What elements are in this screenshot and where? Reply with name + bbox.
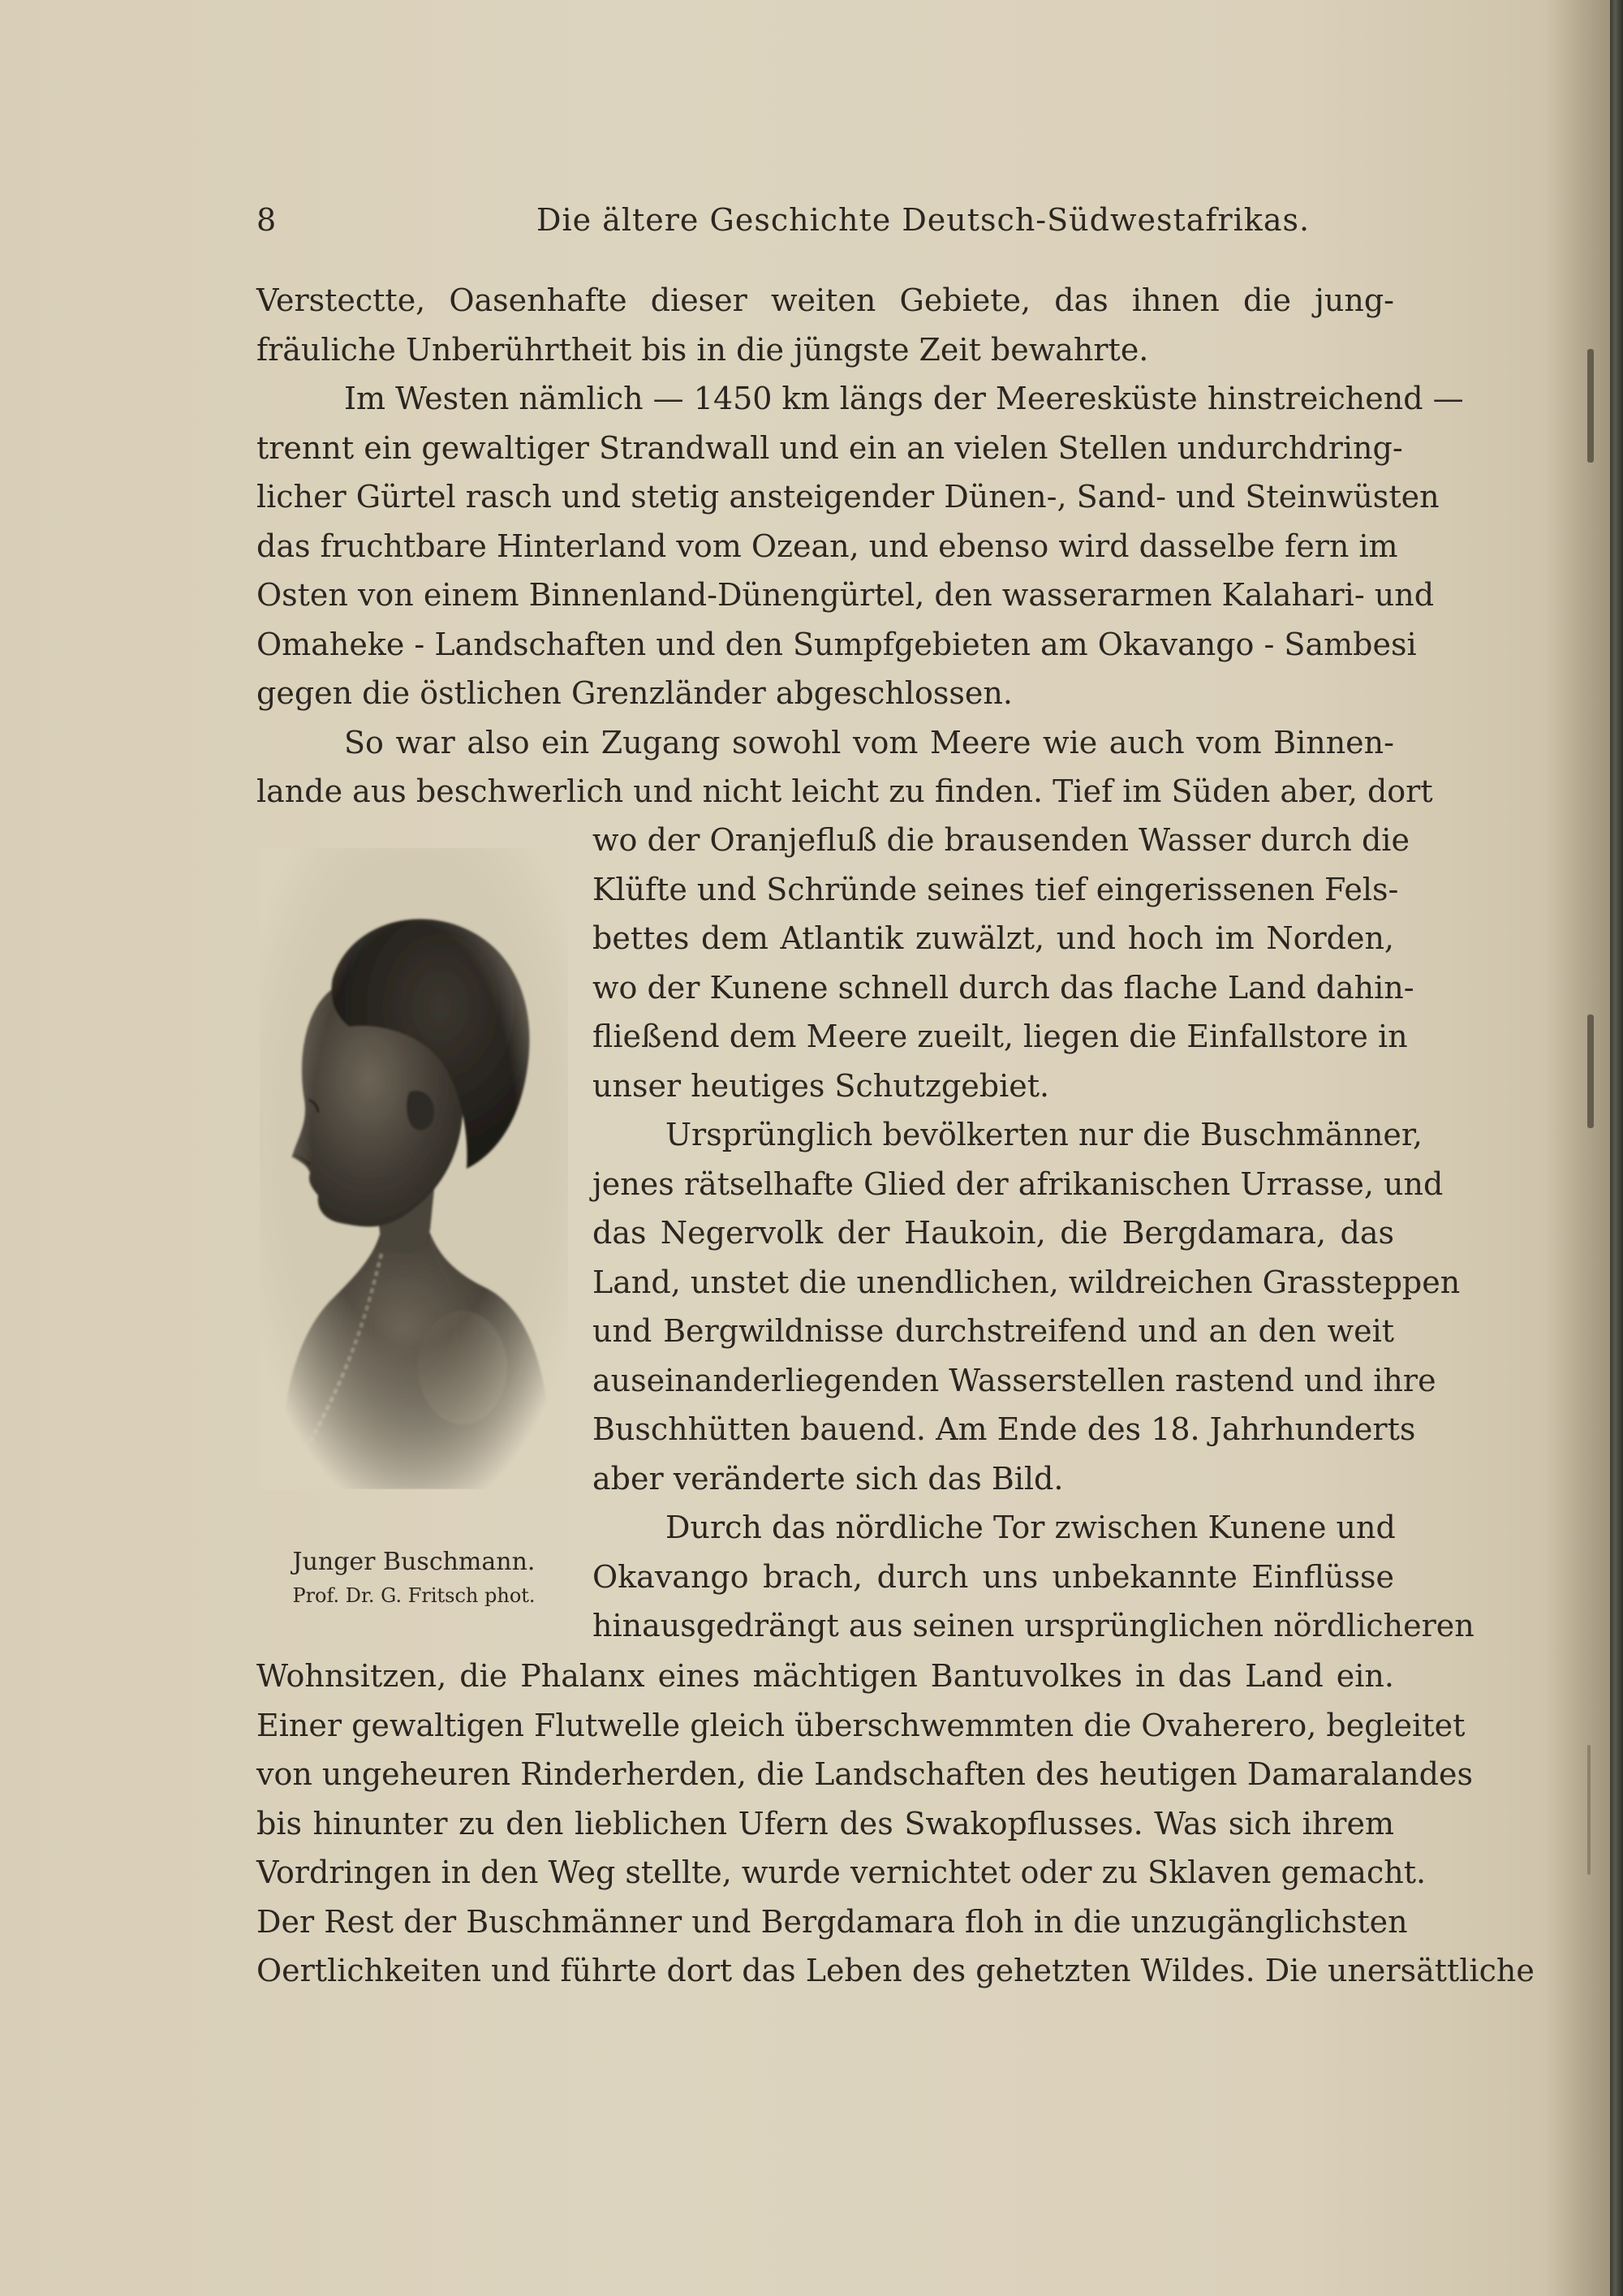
text-line: Okavango brach, durch uns unbekannte Einflüsse <box>592 1558 1394 1595</box>
figure-caption <box>260 1544 568 1611</box>
text-line: Einer gewaltigen Flutwelle gleich überschwemmten die Ovaherero, begleitet <box>256 1707 1466 1743</box>
text-line: Land, unstet die unendlichen, wildreichen Grassteppen <box>592 1264 1461 1300</box>
text-line: Osten von einem Binnenland-Dünengürtel, den wasserarmen Kalahari- und <box>256 577 1435 613</box>
portrait-photograph <box>260 848 568 1489</box>
text-line: von ungeheuren Rinderherden, die Landschaften des heutigen Damaralandes <box>256 1756 1473 1792</box>
text-line: hinausgedrängt aus seinen ursprünglichen nördlicheren <box>592 1608 1474 1643</box>
text-line: und Bergwildnisse durchstreifend und an den weit <box>592 1313 1394 1349</box>
text-line: fließend dem Meere zueilt, liegen die Einfallstore in <box>592 1019 1408 1054</box>
text-line: So war also ein Zugang sowohl vom Meere wie auch vom Binnen- <box>344 724 1394 760</box>
book-binding-edge <box>1610 0 1623 2296</box>
text-line: licher Gürtel rasch und stetig ansteigender Dünen-, Sand- und Steinwüsten <box>256 479 1440 515</box>
text-line: gegen die östlichen Grenzländer abgeschlossen. <box>256 675 1013 711</box>
text-line: wo der Kunene schnell durch das flache Land dahin- <box>592 969 1414 1006</box>
caption-title: Junger Buschmann. <box>292 1548 536 1576</box>
text-line: unser heutiges Schutzgebiet. <box>592 1067 1050 1104</box>
text-line: trennt ein gewaltiger Strandwall und ein an vielen Stellen undurchdring- <box>256 429 1403 466</box>
page-edge-mark <box>1587 1745 1591 1875</box>
text-line: Der Rest der Buschmänner und Bergdamara floh in die unzugänglichsten <box>256 1903 1408 1940</box>
text-line: aber veränderte sich das Bild. <box>592 1460 1064 1497</box>
text-line: lande aus beschwerlich und nicht leicht zu finden. Tief im Süden aber, dort <box>256 773 1433 809</box>
text-line: das Negervolk der Haukoin, die Bergdamara, das <box>592 1215 1394 1251</box>
running-header <box>256 200 1393 240</box>
text-line: bettes dem Atlantik zuwälzt, und hoch im Norden, <box>592 920 1394 956</box>
text-line: Omaheke - Landschaften und den Sumpfgebieten am Okavango - Sambesi <box>256 626 1417 662</box>
text-line: wo der Oranjefluß die brausenden Wasser durch die <box>592 822 1410 858</box>
text-line: das fruchtbare Hinterland vom Ozean, und ebenso wird dasselbe fern im <box>256 528 1398 564</box>
page-edge-mark <box>1587 1014 1594 1128</box>
text-line: bis hinunter zu den lieblichen Ufern des Swakopflusses. Was sich ihrem <box>256 1805 1394 1842</box>
text-line: Verstectte, Oasenhafte dieser weiten Gebiete, das ihnen die jung- <box>256 282 1394 318</box>
photo-credit: Prof. Dr. G. Fritsch phot. <box>292 1584 536 1607</box>
text-line: Vordringen in den Weg stellte, wurde vernichtet oder zu Sklaven gemacht. <box>256 1854 1427 1890</box>
text-line: Im Westen nämlich — 1450 km längs der Meeresküste hinstreichend — <box>344 381 1464 416</box>
text-line: Durch das nördliche Tor zwischen Kunene und <box>665 1510 1396 1545</box>
page-number: 8 <box>256 202 278 238</box>
text-line: Oertlichkeiten und führte dort das Leben des gehetzten Wildes. Die unersättliche <box>256 1953 1535 1988</box>
text-line: Wohnsitzen, die Phalanx eines mächtigen Bantuvolkes in das Land ein. <box>256 1658 1394 1694</box>
running-title: Die ältere Geschichte Deutsch-Südwestafrikas. <box>536 202 1311 238</box>
text-line: Buschhütten bauend. Am Ende des 18. Jahrhunderts <box>592 1411 1416 1447</box>
text-line: Klüfte und Schründe seines tief eingerissenen Fels- <box>592 871 1399 907</box>
text-line: fräuliche Unberührtheit bis in die jüngste Zeit bewahrte. <box>256 331 1149 368</box>
text-line: jenes rätselhafte Glied der afrikanischen Urrasse, und <box>592 1165 1444 1202</box>
text-block-bottom <box>256 1652 1535 1996</box>
text-block-top <box>256 276 1464 816</box>
text-line: Ursprünglich bevölkerten nur die Buschmänner, <box>665 1117 1423 1152</box>
page-edge-mark <box>1587 349 1594 463</box>
text-block-beside-figure <box>592 816 1474 1651</box>
text-line: auseinanderliegenden Wasserstellen rastend und ihre <box>592 1362 1436 1398</box>
